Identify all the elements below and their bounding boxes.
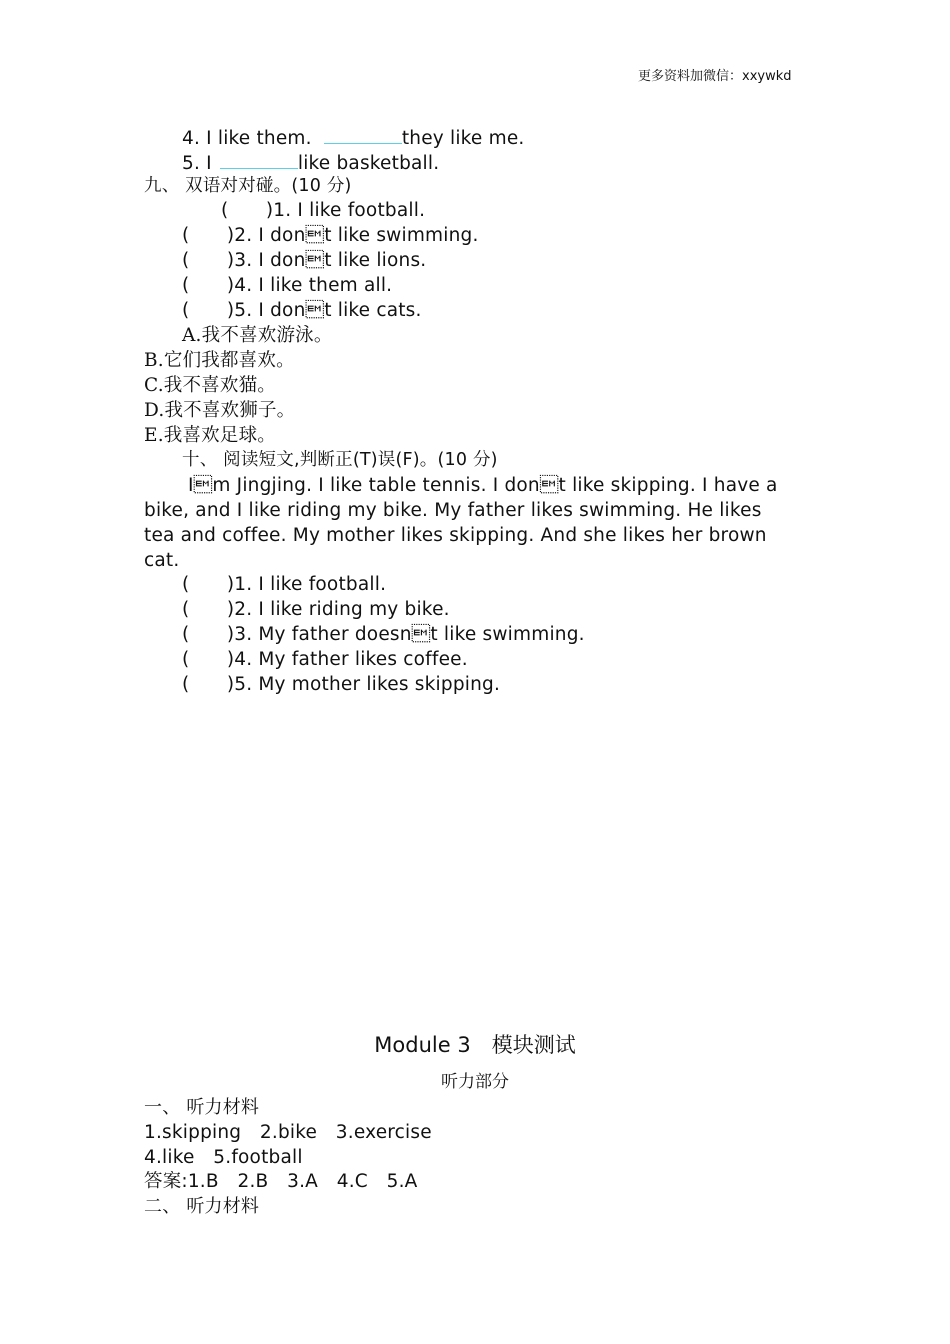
question-5-text-before: 5. I <box>182 153 218 174</box>
question-5-text-after: like basketball. <box>297 153 440 174</box>
listening-1-heading: 一、 听力材料 <box>144 1097 260 1118</box>
answers-line: 答案:1.B 2.B 3.A 4.C 5.A <box>144 1171 418 1192</box>
section-10-item: ( )3. My father doesnt like swimming. <box>182 624 585 645</box>
section-9-option: A.我不喜欢游泳。 <box>182 325 333 346</box>
section-9-option: B.它们我都喜欢。 <box>144 350 295 371</box>
section-10-item: ( )5. My mother likes skipping. <box>182 674 501 695</box>
section-10-item: ( )2. I like riding my bike. <box>182 599 450 620</box>
section-9-option: C.我不喜欢猫。 <box>144 375 276 396</box>
section-10-item: ( )1. I like football. <box>182 574 387 595</box>
section-10-heading: 十、 阅读短文,判断正(T)误(F)。(10 分) <box>182 450 498 470</box>
module-subtitle: 听力部分 <box>441 1072 509 1092</box>
answer-blank[interactable] <box>220 150 298 169</box>
section-9-item: ( )4. I like them all. <box>182 275 393 296</box>
listening-1-line-1: 1.skipping 2.bike 3.exercise <box>144 1122 432 1143</box>
answer-blank[interactable] <box>324 125 402 144</box>
question-4-text-before: 4. I like them. <box>182 128 318 149</box>
section-9-item: ( )5. I dont like cats. <box>182 300 422 321</box>
question-4-text-after: they like me. <box>401 128 525 149</box>
question-5 <box>182 150 439 176</box>
header-note: 更多资料加微信：xxywkd <box>638 69 792 84</box>
question-4 <box>182 125 524 151</box>
section-9-item: ( )2. I dont like swimming. <box>182 225 479 246</box>
section-10-item: ( )4. My father likes coffee. <box>182 649 468 670</box>
section-9-option: D.我不喜欢狮子。 <box>144 400 296 421</box>
listening-2-heading: 二、 听力材料 <box>144 1196 260 1217</box>
listening-1-line-2: 4.like 5.football <box>144 1147 303 1168</box>
section-9-heading: 九、 双语对对碰。(10 分) <box>144 176 352 196</box>
module-title: Module 3 模块测试 <box>374 1033 576 1057</box>
section-9-item: ( )3. I dont like lions. <box>182 250 427 271</box>
section-9-option: E.我喜欢足球。 <box>144 425 276 446</box>
section-9-item: ( )1. I like football. <box>221 200 426 221</box>
reading-passage: Im Jingjing. I like table tennis. I dont like skipping. I have a bike, and I like riding my bike. My father likes swimming. He likes tea and coffee. My mother likes skipping. And she likes her brown cat. <box>144 475 778 571</box>
